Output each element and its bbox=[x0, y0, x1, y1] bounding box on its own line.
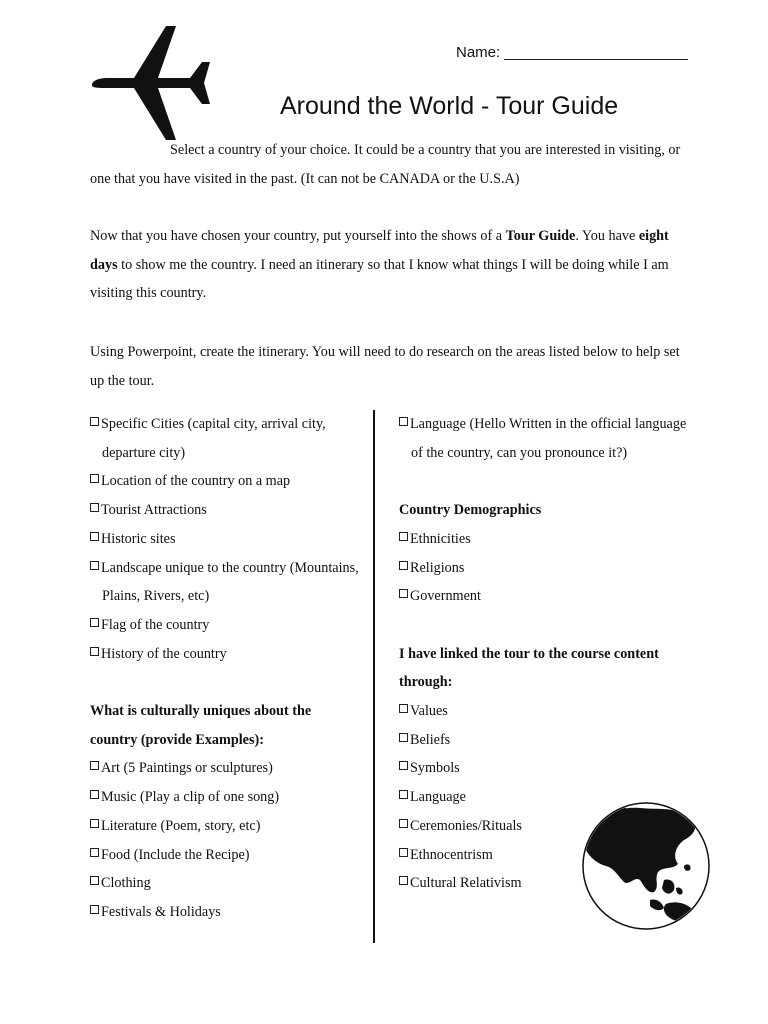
checkbox-icon[interactable] bbox=[399, 819, 408, 828]
checklist-item: Cultural Relativism bbox=[399, 869, 689, 898]
checklist-item: Literature (Poem, story, etc) bbox=[90, 812, 360, 841]
checklist-item: Ethnocentrism bbox=[399, 841, 689, 870]
name-blank: ______________________ bbox=[504, 44, 688, 61]
checklist-item: Clothing bbox=[90, 869, 360, 898]
checkbox-icon[interactable] bbox=[399, 761, 408, 770]
left-column bbox=[90, 410, 360, 927]
checkbox-icon[interactable] bbox=[399, 704, 408, 713]
checkbox-icon[interactable] bbox=[399, 532, 408, 541]
eight-days-emphasis: eight days bbox=[90, 228, 669, 273]
checklist-item: Tourist Attractions bbox=[90, 496, 360, 525]
globe-icon bbox=[580, 800, 712, 932]
name-field bbox=[456, 44, 688, 61]
checkbox-icon[interactable] bbox=[399, 733, 408, 742]
checkbox-icon[interactable] bbox=[399, 589, 408, 598]
intro-paragraph-3: Using Powerpoint, create the itinerary. You will need to do research on the areas listed below to help set up the tour. bbox=[90, 344, 680, 389]
column-divider bbox=[373, 410, 375, 943]
checklist-item: History of the country bbox=[90, 640, 360, 669]
checkbox-icon[interactable] bbox=[399, 417, 408, 426]
checklist-item: Music (Play a clip of one song) bbox=[90, 783, 360, 812]
culture-heading: What is culturally uniques about the country (provide Examples): bbox=[90, 703, 312, 748]
intro-paragraph-1: Select a country of your choice. It could be a country that you are interested in visiting, or one that you have visited in the past. (It can not be CANADA or the U.S.A) bbox=[90, 142, 681, 187]
checkbox-icon[interactable] bbox=[90, 905, 99, 914]
linked-heading: I have linked the tour to the course content through: bbox=[399, 645, 659, 691]
tour-guide-emphasis: Tour Guide bbox=[505, 228, 576, 244]
checkbox-icon[interactable] bbox=[90, 417, 99, 426]
checklist-item: Specific Cities (capital city, arrival city, departure city) bbox=[90, 410, 360, 467]
checklist-item: Art (5 Paintings or sculptures) bbox=[90, 754, 360, 783]
checkbox-icon[interactable] bbox=[90, 561, 99, 570]
checkbox-icon[interactable] bbox=[399, 790, 408, 799]
checkbox-icon[interactable] bbox=[90, 876, 99, 885]
checklist-item: Location of the country on a map bbox=[90, 467, 360, 496]
checkbox-icon[interactable] bbox=[90, 503, 99, 512]
page-title: Around the World - Tour Guide bbox=[280, 92, 619, 120]
checklist-item: Flag of the country bbox=[90, 611, 360, 640]
checklist-item: Symbols bbox=[399, 754, 689, 783]
checkbox-icon[interactable] bbox=[399, 876, 408, 885]
checklist-item: Values bbox=[399, 697, 689, 726]
demographics-heading: Country Demographics bbox=[399, 502, 542, 519]
checklist-item: Government bbox=[399, 582, 689, 611]
checkbox-icon[interactable] bbox=[90, 647, 99, 656]
checklist-item: Beliefs bbox=[399, 726, 689, 755]
name-label: Name: bbox=[456, 44, 501, 61]
checkbox-icon[interactable] bbox=[90, 474, 99, 483]
checklist-item: Language bbox=[399, 783, 689, 812]
checklist-item: Food (Include the Recipe) bbox=[90, 841, 360, 870]
checklist-item: Historic sites bbox=[90, 525, 360, 554]
airplane-icon bbox=[88, 18, 218, 148]
checkbox-icon[interactable] bbox=[90, 848, 99, 857]
checkbox-icon[interactable] bbox=[90, 761, 99, 770]
checklist-item: Ceremonies/Rituals bbox=[399, 812, 689, 841]
checkbox-icon[interactable] bbox=[90, 819, 99, 828]
checklist-item: Religions bbox=[399, 554, 689, 583]
checklist-item: Festivals & Holidays bbox=[90, 898, 360, 927]
checkbox-icon[interactable] bbox=[399, 848, 408, 857]
checkbox-icon[interactable] bbox=[90, 790, 99, 799]
checkbox-icon[interactable] bbox=[90, 618, 99, 627]
intro-paragraph-2: Now that you have chosen your country, put yourself into the shows of a Tour Guide. You have eight days to show me the country. I need an itinerary so that I know what things I will be doing while I am visiting this country. bbox=[90, 228, 669, 301]
checkbox-icon[interactable] bbox=[399, 561, 408, 570]
checklist-item: Language (Hello Written in the official language of the country, can you pronounce it?) bbox=[399, 410, 689, 467]
checklist-item: Ethnicities bbox=[399, 525, 689, 554]
checklist-item: Landscape unique to the country (Mountains, Plains, Rivers, etc) bbox=[90, 554, 360, 611]
checkbox-icon[interactable] bbox=[90, 532, 99, 541]
